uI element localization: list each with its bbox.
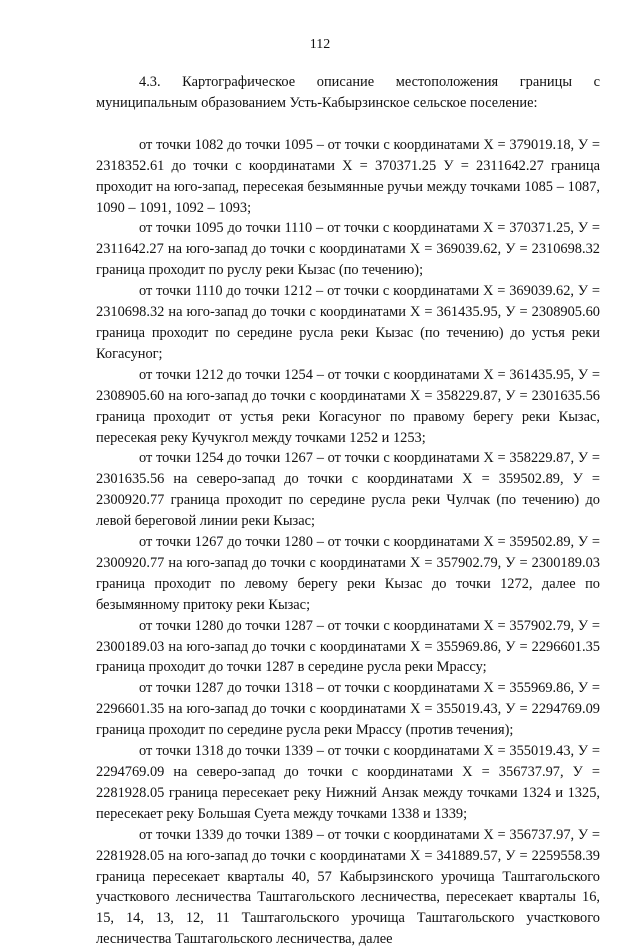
boundary-segment-paragraph: от точки 1254 до точки 1267 – от точки с координатами Х = 358229.87, У = 2301635.56 на северо-запад до точки с координатами Х = 359502.89, У = 2300920.77 граница проходит по середине русла реки Чулчак (по течению) до левой береговой линии реки Кызас;: [96, 450, 600, 530]
boundary-segment-paragraph: от точки 1082 до точки 1095 – от точки с координатами Х = 379019.18, У = 2318352.61 до точки с координатами Х = 370371.25 У = 2311642.27 граница проходит на юго-запад, пересекая безымянные ручьи между точками 1085 – 1087, 1090 – 1091, 1092 – 1093;: [96, 136, 600, 216]
boundary-segment-paragraph: от точки 1110 до точки 1212 – от точки с координатами Х = 369039.62, У = 2310698.32 на юго-запад до точки с координатами Х = 361435.95, У = 2308905.60 граница проходит по середине русла реки Кызас (по течению) до устья реки Когасуног;: [96, 283, 600, 362]
boundary-segment-paragraph: от точки 1212 до точки 1254 – от точки с координатами Х = 361435.95, У = 2308905.60 на юго-запад до точки с координатами Х = 358229.87, У = 2301635.56 граница проходит от устья реки Когасуног по правому берегу реки Кызас, пересекая реку Кучукгол между точками 1252 и 1253;: [96, 366, 600, 446]
boundary-segment-paragraph: от точки 1267 до точки 1280 – от точки с координатами Х = 359502.89, У = 2300920.77 на юго-запад до точки с координатами Х = 357902.79, У = 2300189.03 граница проходит по левому берегу реки Кызас до точки 1272, далее по безымянному притоку реки Кызас;: [96, 534, 600, 613]
boundary-segment-paragraph: от точки 1318 до точки 1339 – от точки с координатами Х = 355019.43, У = 2294769.09 на северо-запад до точки с координатами Х = 356737.97, У = 2281928.05 граница пересекает реку Нижний Анзак между точками 1324 и 1325, пересекает реку Большая Суета между точками 1338 и 1339;: [96, 743, 600, 822]
boundary-description-list: [96, 135, 600, 950]
boundary-segment-paragraph: от точки 1280 до точки 1287 – от точки с координатами Х = 357902.79, У = 2300189.03 на юго-запад до точки с координатами Х = 355969.86, У = 2296601.35 граница проходит до точки 1287 в середине русла реки Мрассу;: [96, 617, 600, 676]
page-number: 112: [309, 37, 331, 52]
section-heading: 4.3. Картографическое описание местоположения границы с муниципальным образованием Усть-Кабырзинское сельское поселение:: [96, 74, 600, 111]
boundary-segment-paragraph: от точки 1287 до точки 1318 – от точки с координатами Х = 355969.86, У = 2296601.35 на юго-запад до точки с координатами Х = 355019.43, У = 2294769.09 граница проходит по середине русла реки Мрассу (против течения);: [96, 680, 600, 739]
document-body: [96, 72, 600, 950]
boundary-segment-paragraph: от точки 1095 до точки 1110 – от точки с координатами Х = 370371.25, У = 2311642.27 на юго-запад до точки с координатами Х = 369039.62, У = 2310698.32 граница проходит по руслу реки Кызас (по течению);: [96, 220, 600, 279]
boundary-segment-paragraph: от точки 1339 до точки 1389 – от точки с координатами Х = 356737.97, У = 2281928.05 на юго-запад до точки с координатами Х = 341889.57, У = 2259558.39 граница пересекает кварталы 40, 57 Кабырзинского урочища Таштагольского участкового лесничества Таштагольского лесничества, пересекает кварталы 16, 15, 14, 13, 12, 11 Таштагольского урочища Таштагольского участкового лесничества Таштагольского лесничества, далее: [96, 826, 600, 948]
